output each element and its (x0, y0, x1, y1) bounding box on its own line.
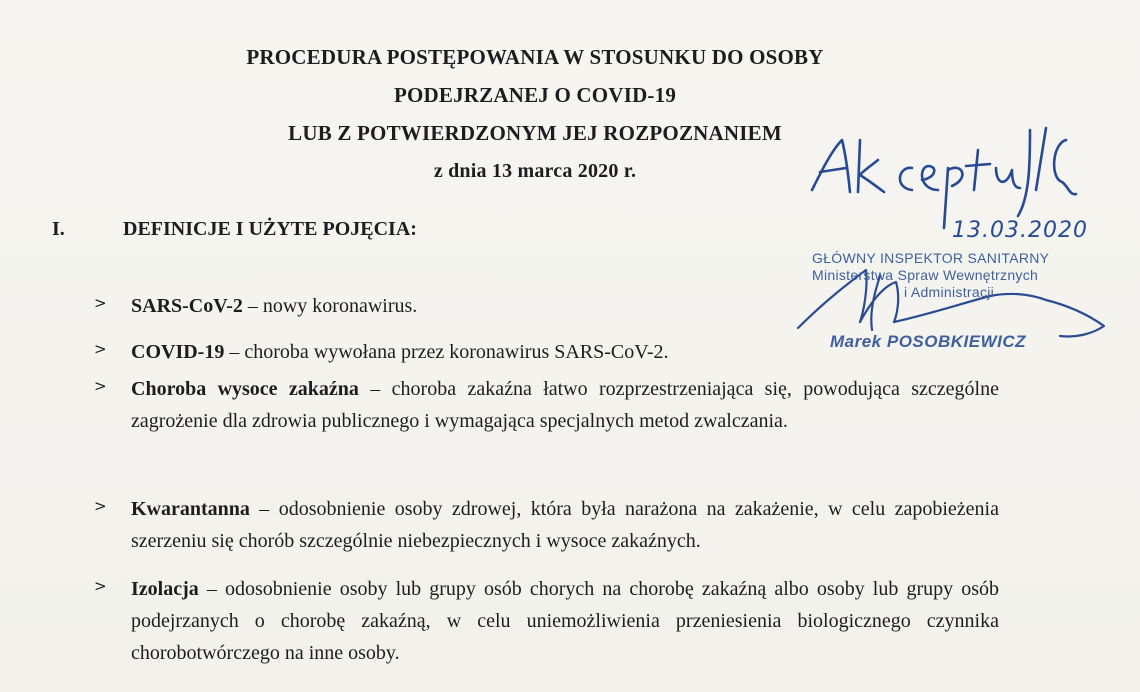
stamp-ministry: Ministerstwa Spraw Wewnętrznych (812, 267, 1039, 283)
definition-item (94, 373, 999, 437)
definition-term: Izolacja (131, 578, 199, 600)
definition-term: COVID-19 (131, 341, 225, 363)
definition-text: – choroba wywołana przez koronawirus SARS-CoV-2. (224, 341, 669, 363)
bullet-arrow-icon: > (94, 577, 107, 595)
definition-term: SARS-CoV-2 (131, 295, 243, 317)
title-line-2: PODEJRZANEJ O COVID-19 (393, 83, 677, 107)
bullet-arrow-icon: > (94, 497, 107, 515)
definition-text: – odosobnienie osoby zdrowej, która była narażona na zakażenie, w celu zapobieżenia szerzeniu się chorób szczególnie niebezpiecznych i wysoce zakaźnych. (131, 498, 999, 552)
definition-item (94, 573, 999, 669)
section-heading (52, 218, 417, 241)
definition-term: Kwarantanna (131, 498, 250, 520)
title-line-3: LUB Z POTWIERDZONYM JEJ ROZPOZNANIEM (288, 121, 782, 145)
bullet-arrow-icon: > (94, 377, 107, 395)
bullet-arrow-icon: > (94, 340, 107, 358)
section-title: DEFINICJE I UŻYTE POJĘCIA: (123, 218, 417, 240)
bullet-arrow-icon: > (94, 294, 107, 312)
handwritten-date: 13.03.2020 (952, 218, 1088, 243)
document-date: z dnia 13 marca 2020 r. (433, 160, 637, 182)
stamp-title: GŁÓWNY INSPEKTOR SANITARNY (812, 250, 1050, 266)
definition-text: – choroba zakaźna łatwo rozprzestrzeniająca się, powodująca szczególne zagrożenie dla zdrowia publicznego i wymagająca specjalnych metod zwalczania. (131, 378, 999, 432)
definition-term: Choroba wysoce zakaźna (131, 378, 359, 400)
title-line-1: PROCEDURA POSTĘPOWANIA W STOSUNKU DO OSOBY (246, 45, 824, 69)
stamp-administration: i Administracji (904, 284, 995, 300)
definition-text: – nowy koronawirus. (242, 295, 418, 317)
definition-item (94, 493, 999, 557)
section-number: I. (52, 218, 65, 240)
definition-item (94, 290, 999, 322)
definition-text: – odosobnienie osoby lub grupy osób chorych na chorobę zakaźną albo osoby lub grupy osób podejrzanych o chorobę zakaźną, w celu uniemożliwienia przeniesienia biologicznego czynnika chorobotwórczego na inne osoby. (131, 578, 999, 664)
stamp-name: Marek POSOBKIEWICZ (830, 332, 1027, 351)
